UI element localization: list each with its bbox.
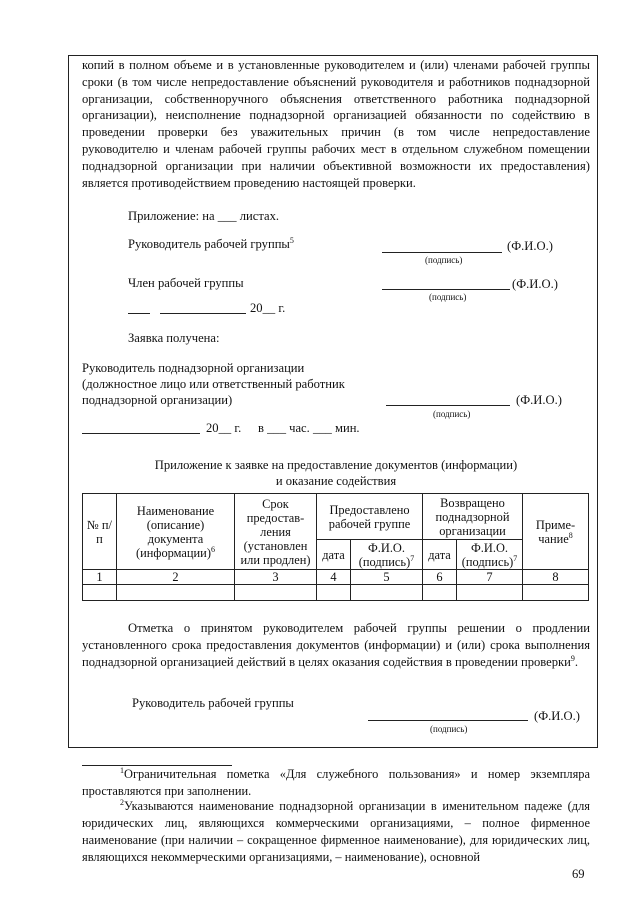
org-head-line-2: (должностное лицо или ответственный работник: [82, 377, 345, 391]
member-signature-line: [382, 289, 510, 290]
column-number: 5: [351, 570, 423, 585]
returned-date-header: дата: [423, 540, 457, 570]
empty-cell: [523, 585, 589, 601]
footnote-2: $^2$Указываются наименование поднадзорной организации в именительном падеже (для юридических лиц, являющихся коммерческими организациями, – полное фирменное наименование (при наличии – сокращенное фирменное наименование), для юридических лиц, являющихся некоммерческими организациями, – наименование), основной: [82, 797, 590, 864]
time-hours: в ___ час. ___ мин.: [258, 421, 360, 435]
final-signature-line: [368, 720, 528, 721]
date-year: 20__ г.: [250, 301, 286, 315]
leader-signature-line: [382, 252, 502, 253]
column-number: 2: [117, 570, 235, 585]
final-signature-hint: (подпись): [430, 724, 468, 734]
mark-paragraph: Отметка о принятом руководителем рабочей группы решении о продлении установленного срока предоставления документов (информации) и (или) срока выполнения поднадзорной организацией действий в целях оказания содействия в проведении проверки$^9$.: [82, 621, 590, 669]
org-head-signature-line: [386, 405, 510, 406]
empty-row: [83, 585, 589, 601]
documents-table: [82, 493, 589, 601]
column-number: 8: [523, 570, 589, 585]
column-number: 3: [235, 570, 317, 585]
date-day-line: [128, 313, 150, 314]
empty-cell: [317, 585, 351, 601]
returned-fio-header: Ф.И.О. (подпись)$^7$: [457, 540, 523, 570]
empty-cell: [235, 585, 317, 601]
leader-fio: (Ф.И.О.): [507, 239, 553, 253]
final-leader-label: Руководитель рабочей группы: [132, 696, 294, 710]
empty-cell: [117, 585, 235, 601]
page-number: 69: [572, 867, 585, 881]
column-numbers-row: [83, 570, 589, 585]
appendix-title-1: Приложение к заявке на предоставление документов (информации): [154, 458, 518, 472]
provided-fio-header: Ф.И.О. (подпись)$^7$: [351, 540, 423, 570]
member-signature-hint: (подпись): [429, 292, 467, 302]
org-head-line-3: поднадзорной организации): [82, 393, 233, 407]
column-number: 7: [457, 570, 523, 585]
member-fio: (Ф.И.О.): [512, 277, 558, 291]
member-label: Член рабочей группы: [128, 276, 244, 290]
column-number: 1: [83, 570, 117, 585]
date-month-line: [160, 313, 246, 314]
empty-cell: [351, 585, 423, 601]
appendix-title-2: и оказание содействия: [275, 474, 397, 488]
intro-paragraph: копий в полном объеме и в установленные руководителем и (или) членами рабочей группы сроки (в том числе непредоставление объяснений руководителя и работников поднадзорной организации, собственноручного объяснения ответственного работника поднадзорной организации), неисполнение поднадзорной организацией обязанности по содействию в проведении проверки без уважительных причин (в том числе непредоставление руководителю и членам рабочей группы рабочих мест в отдельном служебном помещении поднадзорной организации при наличии объективной возможности их предоставления) является противодействием проведению настоящей проверки.: [82, 58, 590, 190]
col-returned-header: Возвращено поднадзорной организации: [423, 494, 523, 540]
empty-cell: [83, 585, 117, 601]
leader-signature-hint: (подпись): [425, 255, 463, 265]
time-year: 20__ г.: [206, 421, 242, 435]
column-number: 4: [317, 570, 351, 585]
attachment-line: Приложение: на ___ листах.: [128, 209, 280, 223]
empty-cell: [457, 585, 523, 601]
empty-cell: [423, 585, 457, 601]
col-name-header: Наименование (описание) документа (информации)$^6$: [117, 494, 235, 570]
col-num-header: № п/п: [83, 494, 117, 570]
org-head-signature-hint: (подпись): [433, 409, 471, 419]
final-fio: (Ф.И.О.): [534, 709, 580, 723]
org-head-line-1: Руководитель поднадзорной организации: [82, 361, 305, 375]
request-received: Заявка получена:: [128, 331, 220, 345]
org-head-fio: (Ф.И.О.): [516, 393, 562, 407]
col-note-header: Приме-чание$^8$: [523, 494, 589, 570]
column-number: 6: [423, 570, 457, 585]
time-date-line: [82, 433, 200, 434]
provided-date-header: дата: [317, 540, 351, 570]
footnote-1: $^1$Ограничительная пометка «Для служебного пользования» и номер экземпляра проставляются при заполнении.: [82, 765, 590, 798]
col-provided-header: Предоставлено рабочей группе: [317, 494, 423, 540]
col-term-header: Срок предостав-ления (установлен или продлен): [235, 494, 317, 570]
leader-label: Руководитель рабочей группы$^5$: [128, 235, 294, 251]
